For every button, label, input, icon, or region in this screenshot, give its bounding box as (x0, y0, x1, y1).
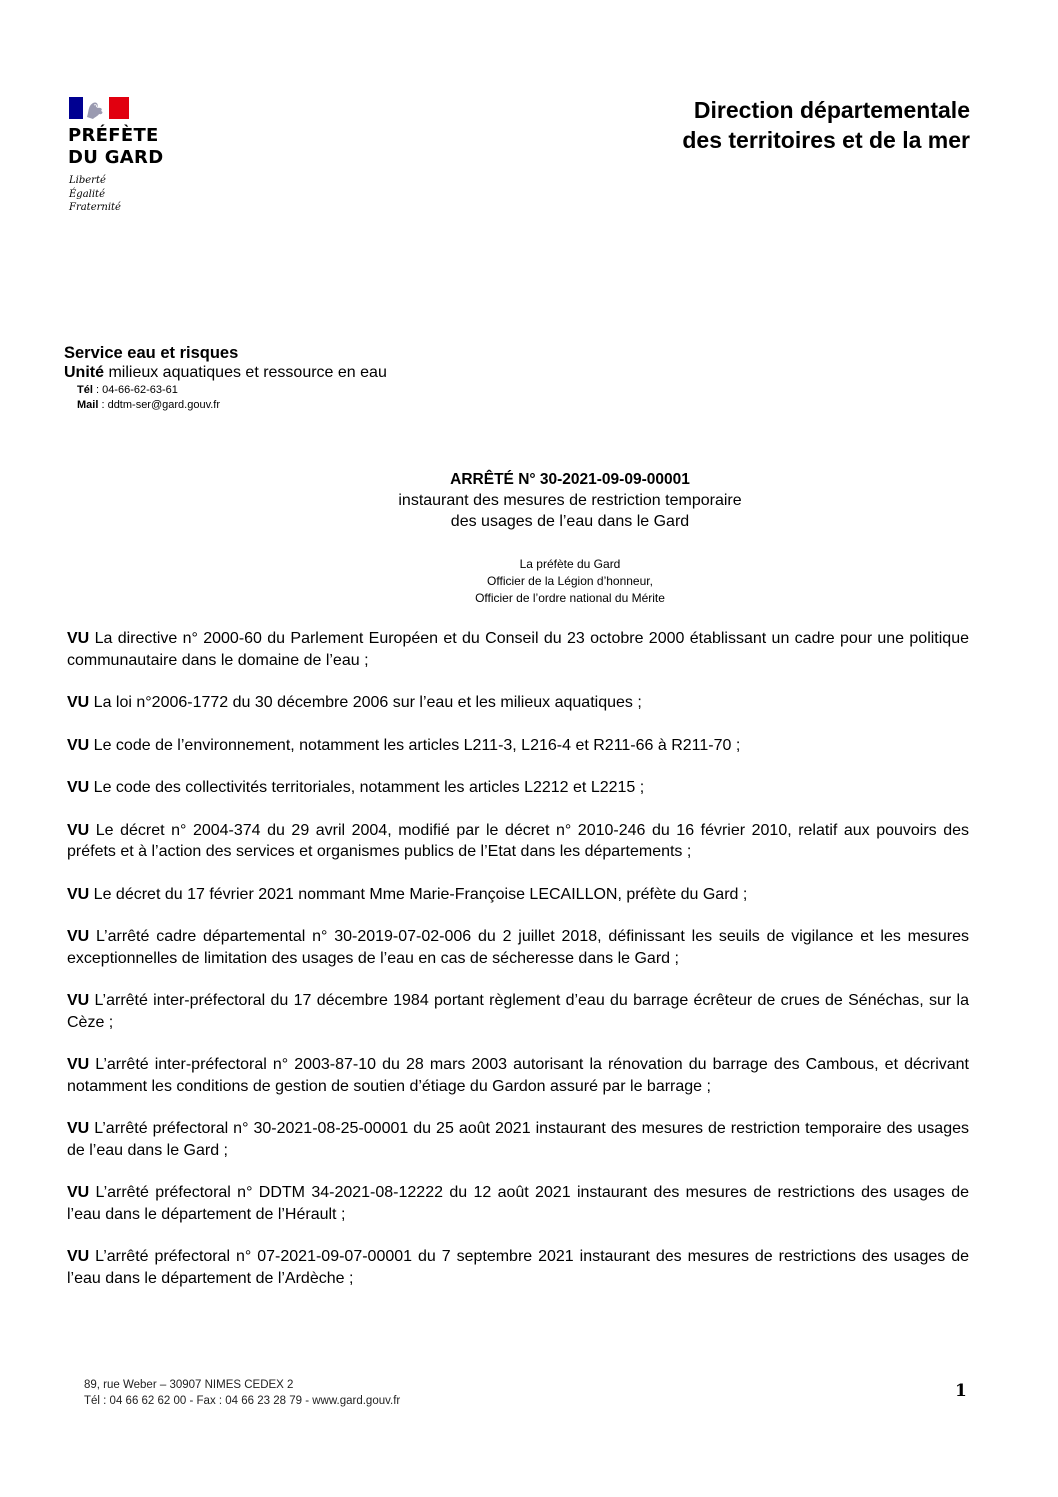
visa-text: Le code des collectivités territoriales, notamment les articles L2212 et L2215 ; (89, 779, 645, 796)
visa-keyword: VU (67, 779, 90, 796)
visa-paragraph (67, 820, 969, 863)
mail-label: Mail (77, 399, 99, 411)
visa-paragraph (67, 1054, 969, 1097)
visa-keyword: VU (67, 630, 90, 647)
visa-text: L’arrêté cadre départemental n° 30-2019-07-02-006 du 2 juillet 2018, définissant les seuils de vigilance et les mesures exceptionnelles de limitation des usages de l’eau en cas de sécheresse dans le Gard ; (67, 928, 969, 967)
visa-keyword: VU (67, 992, 90, 1009)
visa-text: L’arrêté préfectoral n° 07-2021-09-07-00001 du 7 septembre 2021 instaurant des mesures de restrictions des usages de l’eau dans le département de l’Ardèche ; (67, 1248, 969, 1287)
arrete-title (250, 470, 890, 532)
visa-text: L’arrêté préfectoral n° 30-2021-08-25-00001 du 25 août 2021 instaurant des mesures de restriction temporaire des usages de l’eau dans le Gard ; (67, 1120, 969, 1159)
visas-list (67, 628, 969, 1310)
logo-line-2: DU GARD (68, 147, 164, 168)
service-mail (77, 398, 387, 413)
visa-paragraph (67, 1246, 969, 1289)
tel-label: Tél (77, 384, 93, 396)
arrete-subtitle-2: des usages de l’eau dans le Gard (450, 513, 690, 530)
visa-keyword: VU (67, 1056, 90, 1073)
direction-heading (682, 95, 970, 155)
devise-egalite: Égalité (69, 188, 105, 200)
service-tel (77, 383, 387, 398)
footer-contact: Tél : 04 66 62 62 00 - Fax : 04 66 23 28 79 - www.gard.gouv.fr (84, 1395, 401, 1407)
service-unit (64, 363, 387, 383)
marianne-flag-icon (69, 97, 129, 119)
unit-label: Unité (64, 364, 104, 381)
visa-text: La loi n°2006-1772 du 30 décembre 2006 sur l’eau et les milieux aquatiques ; (89, 694, 642, 711)
page-footer (84, 1377, 400, 1409)
logo-title (68, 125, 163, 169)
prefet-titles (250, 556, 890, 607)
prefet-line-3: Officier de l’ordre national du Mérite (475, 591, 665, 605)
visa-paragraph (67, 692, 969, 714)
visa-paragraph (67, 884, 969, 906)
visa-keyword: VU (67, 1184, 90, 1201)
visa-paragraph (67, 926, 969, 969)
logo-line-1: PRÉFÈTE (68, 125, 159, 146)
visa-text: Le code de l’environnement, notamment les articles L211-3, L216-4 et R211-66 à R211-70 ; (89, 736, 741, 754)
visa-paragraph (67, 1118, 969, 1161)
visa-paragraph (67, 990, 969, 1033)
visa-paragraph (67, 777, 969, 799)
mail-value[interactable]: : ddtm-ser@gard.gouv.fr (98, 399, 221, 411)
visa-paragraph (67, 628, 969, 671)
prefet-line-2: Officier de la Légion d’honneur, (487, 574, 653, 588)
arrete-subtitle-1: instaurant des mesures de restriction temporaire (398, 492, 742, 509)
direction-line-1: Direction départementale (693, 97, 970, 123)
devise-fraternite: Fraternité (69, 202, 121, 213)
arrete-number: ARRÊTÉ N° 30-2021-09-09-00001 (450, 471, 690, 488)
unit-text: milieux aquatiques et ressource en eau (104, 364, 387, 381)
visa-text: La directive n° 2000-60 du Parlement Européen et du Conseil du 23 octobre 2000 établissant un cadre pour une politique communautaire dans le domaine de l’eau ; (67, 630, 969, 669)
visa-keyword: VU (67, 821, 90, 839)
visa-keyword: VU (67, 736, 90, 754)
service-name: Service eau et risques (64, 344, 239, 362)
devise-liberte: Liberté (69, 175, 106, 186)
visa-keyword: VU (67, 928, 90, 945)
visa-keyword: VU (67, 885, 90, 903)
visa-text: Le décret n° 2004-374 du 29 avril 2004, modifié par le décret n° 2010-246 du 16 février 2010, relatif aux pouvoirs des préfets et à l’action des services et organismes publics de l’Etat dans les départements ; (67, 821, 969, 860)
prefet-line-1: La préfète du Gard (519, 557, 621, 571)
tel-value: : 04-66-62-63-61 (92, 384, 178, 396)
visa-paragraph (67, 735, 969, 757)
page-number: 1 (955, 1381, 967, 1401)
visa-paragraph (67, 1182, 969, 1225)
visa-keyword: VU (67, 1248, 90, 1265)
visa-keyword: VU (67, 694, 90, 711)
direction-line-2: des territoires et de la mer (682, 127, 970, 153)
visa-keyword: VU (67, 1120, 90, 1137)
visa-text: Le décret du 17 février 2021 nommant Mme Marie-Françoise LECAILLON, préfète du Gard ; (89, 885, 748, 903)
footer-address: 89, rue Weber – 30907 NIMES CEDEX 2 (84, 1379, 294, 1391)
visa-text: L’arrêté inter-préfectoral n° 2003-87-10 du 28 mars 2003 autorisant la rénovation du barrage des Cambous, et décrivant notamment les conditions de gestion de soutien d’étiage du Gardon assuré par le barrage ; (67, 1056, 969, 1095)
prefecture-logo (68, 97, 198, 222)
logo-devise (69, 174, 121, 215)
service-block (64, 343, 387, 413)
visa-text: L’arrêté inter-préfectoral du 17 décembre 1984 portant règlement d’eau du barrage écrêteur de crues de Sénéchas, sur la Cèze ; (67, 992, 969, 1031)
visa-text: L’arrêté préfectoral n° DDTM 34-2021-08-12222 du 12 août 2021 instaurant des mesures de restrictions des usages de l’eau dans le département de l’Hérault ; (67, 1184, 969, 1223)
